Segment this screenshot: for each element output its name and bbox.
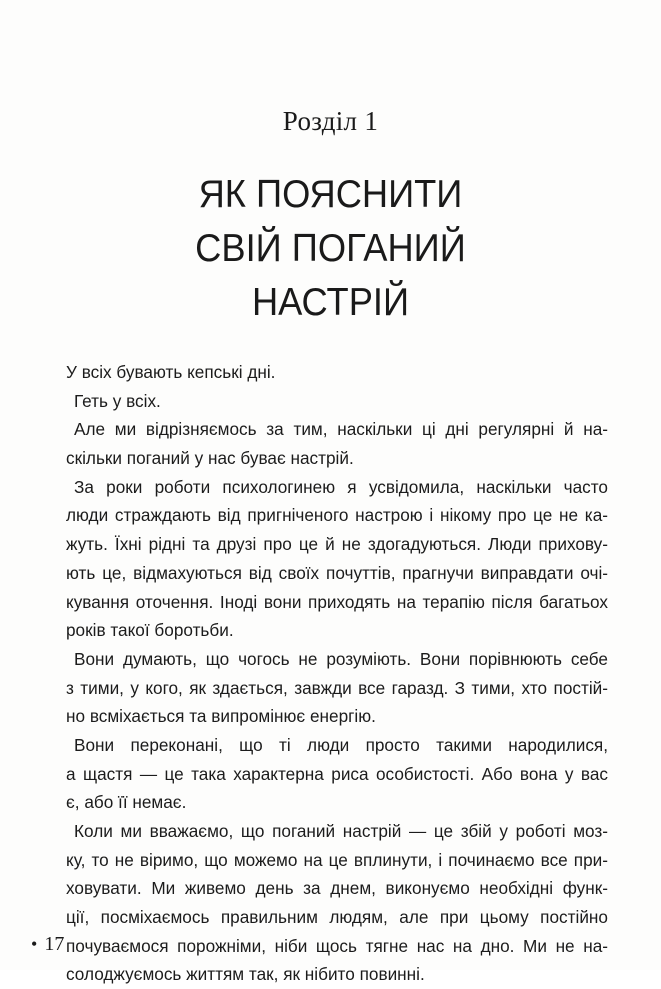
chapter-title-line-3: НАСТРІЙ: [251, 281, 410, 324]
chapter-title: [0, 168, 661, 330]
text-line: Але ми відрізняємось за тим, наскільки ці дні регулярні й на-: [74, 419, 608, 440]
text-line: люди страждають від пригніченого настрою і нікому про це не ка-: [66, 505, 608, 526]
text-line: жуть. Їхні рідні та друзі про це й не здогадуються. Люди прихову-: [66, 534, 608, 555]
text-line: Геть у всіх.: [74, 390, 161, 411]
page-number: [31, 933, 64, 956]
text-line: ховувати. Ми живемо день за днем, виконуємо необхідні функ-: [66, 878, 608, 899]
text-line: з тими, у кого, як здається, завжди все гаразд. З тими, хто постій-: [66, 677, 608, 698]
text-line: кування оточення. Іноді вони приходять на терапію після багатьох: [66, 591, 608, 612]
page-number-value: 17: [44, 933, 65, 955]
text-line: солоджуємось життям так, як нібито повинні.: [66, 964, 425, 985]
text-line: ють це, відмахуються від своїх почуттів, прагнучи виправдати очі-: [66, 562, 608, 583]
text-line: ку, то не віримо, що можемо на це вплинути, і починаємо все при-: [66, 849, 608, 870]
chapter-title-line-1: ЯК ПОЯСНИТИ: [198, 173, 463, 216]
text-line: ції, посміхаємось правильним людям, але при цьому постійно: [66, 907, 608, 928]
text-line: почуваємося порожніми, ніби щось тягне нас на дно. Ми не на-: [66, 935, 608, 956]
text-line: У всіх бувають кепські дні.: [66, 362, 276, 382]
text-line: Коли ми вважаємо, що поганий настрій — це збій у роботі моз-: [74, 821, 608, 841]
text-line: но всміхається та випромінює енергію.: [66, 706, 376, 727]
text-line: років такої боротьби.: [66, 620, 234, 641]
text-line: Вони думають, що чогось не розуміють. Вони порівнюють себе: [74, 648, 608, 669]
page-number-bullet: •: [31, 934, 38, 954]
text-line: є, або її немає.: [66, 792, 187, 813]
text-line: а щастя — це така характерна риса особистості. Або вона у вас: [66, 763, 608, 784]
text-line: Вони переконані, що ті люди просто такими народилися,: [74, 734, 608, 755]
chapter-label: Розділ 1: [282, 106, 379, 136]
body-text: [66, 358, 608, 989]
text-line: скільки поганий у нас буває настрій.: [66, 448, 354, 469]
text-line: За роки роботи психологинею я усвідомила, наскільки часто: [74, 476, 608, 497]
chapter-title-line-2: СВІЙ ПОГАНИЙ: [195, 227, 466, 270]
